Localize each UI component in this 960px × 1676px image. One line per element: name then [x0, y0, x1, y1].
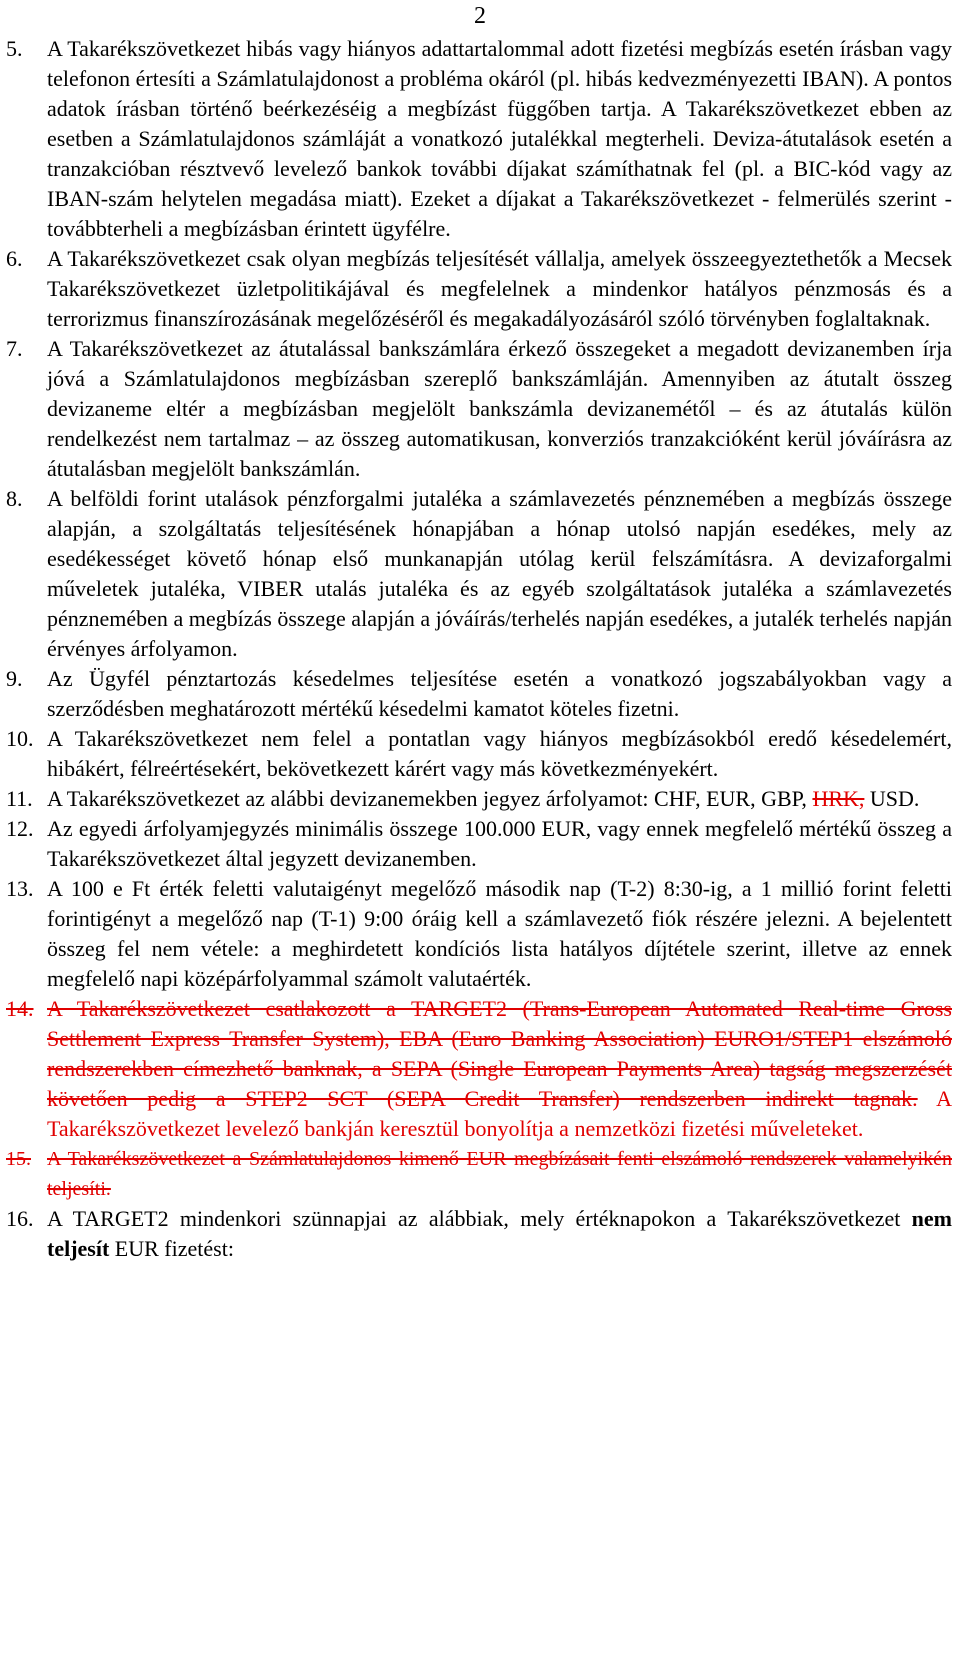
- struck-text: A Takarékszövetkezet csatlakozott a TARGET2 (Trans-European Automated Real-time Gross Settlement Express Transfer System), EBA (Euro Banking Association) EURO1/STEP1 elszámoló rendszerekben címezhető banknak, a SEPA (Single European Payments Area) tagság megszerzését követően pedig a STEP2 SCT (SEPA Credit Transfer) rendszerben indirekt tagnak.: [47, 996, 952, 1111]
- item-text: A Takarékszövetkezet az átutalással bankszámlára érkező összegeket a megadott devizanemben írja jóvá a Számlatulajdonos megbízásban szereplő bankszámláján. Amennyiben az átutalt összeg devizaneme eltér a megbízásban megjelölt bankszámla devizanemétől – és az átutalás külön rendelkezést nem tartalmaz – az összeg automatikusan, konverziós tranzakcióként kerül jóváírásra az átutalásban megjelölt bankszámlán.: [47, 336, 952, 481]
- list-item-15: [0, 1144, 960, 1204]
- list-item-9: [0, 664, 960, 724]
- inserted-text: A Takarékszövetkezet levelező bankján keresztül bonyolítja a nemzetközi fizetési műveleteket.: [47, 1086, 952, 1141]
- item-number: 15.: [6, 1148, 31, 1170]
- item-text: A 100 e Ft érték feletti valutaigényt megelőző második nap (T-2) 8:30-ig, a 1 millió forint feletti forintigényt a megelőző nap (T-1) 9:00 óráig kell a számlavezető fiók részére jelezni. A bejelentett összeg fel nem vétele: a meghirdetett kondíciós lista hatályos díjtétele szerint, illetve az ennek megfelelő napi középárfolyammal számolt valutaérték.: [47, 876, 952, 991]
- item-text-after: USD.: [864, 786, 920, 811]
- list-item-11: [0, 784, 960, 814]
- list-item-6: [0, 244, 960, 334]
- item-number: 14.: [6, 996, 34, 1021]
- list-item-16: [0, 1204, 960, 1264]
- item-number: 12.: [6, 816, 34, 841]
- page-number: [0, 2, 960, 30]
- item-text: A belföldi forint utalások pénzforgalmi jutaléka a számlavezetés pénznemében a megbízás összege alapján, a szolgáltatás teljesítésének hónapjában a hónap utolsó napján esedékes, mely az esedékességet követő hónap első munkanapján utólag kerül felszámításra. A devizaforgalmi műveletek jutaléka, VIBER utalás jutaléka és az egyéb szolgáltatások jutaléka a számlavezetés pénznemében a megbízás összege alapján a jóváírás/terhelés napján esedékes, a jutalék terhelés napján érvényes árfolyamon.: [47, 486, 952, 661]
- list-item-10: [0, 724, 960, 784]
- numbered-list: [0, 34, 960, 1264]
- item-text-after: EUR fizetést:: [109, 1236, 234, 1261]
- list-item-7: [0, 334, 960, 484]
- item-number: 6.: [6, 246, 23, 271]
- item-number: 10.: [6, 726, 34, 751]
- item-number: 16.: [6, 1206, 34, 1231]
- item-number: 7.: [6, 336, 23, 361]
- list-item-13: [0, 874, 960, 994]
- list-item-14: [0, 994, 960, 1144]
- item-text: Az egyedi árfolyamjegyzés minimális összege 100.000 EUR, vagy ennek megfelelő mértékű összeg a Takarékszövetkezet által jegyzett devizanemben.: [47, 816, 952, 871]
- list-item-8: [0, 484, 960, 664]
- item-text: A Takarékszövetkezet nem felel a pontatlan vagy hiányos megbízásokból eredő késedelemért, hibákért, félreértésekért, bekövetkezett kárért vagy más következményekért.: [47, 726, 952, 781]
- struck-text: A Takarékszövetkezet a Számlatulajdonos kimenő EUR megbízásait fenti elszámoló rendszerek valamelyikén teljesíti.: [47, 1148, 952, 1200]
- item-number: 11.: [6, 786, 33, 811]
- item-number: 9.: [6, 666, 23, 691]
- item-number: 5.: [6, 36, 23, 61]
- item-text: A TARGET2 mindenkori szünnapjai az alábbiak, mely értéknapokon a Takarékszövetkezet: [47, 1206, 912, 1231]
- item-number: 8.: [6, 486, 23, 511]
- bold-text: nem teljesít: [47, 1206, 952, 1261]
- item-number: 13.: [6, 876, 34, 901]
- list-item-12: [0, 814, 960, 874]
- item-text: A Takarékszövetkezet hibás vagy hiányos adattartalommal adott fizetési megbízás esetén írásban vagy telefonon értesíti a Számlatulajdonost a probléma okáról (pl. hibás kedvezményezetti IBAN). A pontos adatok írásban történő beérkezéséig a megbízást függőben tartja. A Takarékszövetkezet ebben az esetben a Számlatulajdonos számláját a vonatkozó jutalékkal megterheli. Deviza-átutalások esetén a tranzakcióban résztvevő levelező bankok további díjakat számíthatnak fel (pl. a BIC-kód vagy az IBAN-szám helytelen megadása miatt). Ezeket a díjakat a Takarékszövetkezet - felmerülés szerint - továbbterheli a megbízásban érintett ügyfélre.: [47, 36, 952, 241]
- page-number-text: 2: [474, 3, 486, 29]
- struck-text: HRK,: [812, 786, 865, 811]
- item-text: A Takarékszövetkezet csak olyan megbízás teljesítését vállalja, amelyek összeegyeztethetők a Mecsek Takarékszövetkezet üzletpolitikájával és megfelelnek a mindenkor hatályos pénzmosás és a terrorizmus finanszírozásának megelőzéséről és megakadályozásáról szóló törvényben foglaltaknak.: [47, 246, 952, 331]
- list-item-5: [0, 34, 960, 244]
- item-text: A Takarékszövetkezet az alábbi devizanemekben jegyez árfolyamot: CHF, EUR, GBP,: [47, 786, 813, 811]
- item-text: Az Ügyfél pénztartozás késedelmes teljesítése esetén a vonatkozó jogszabályokban vagy a szerződésben meghatározott mértékű késedelmi kamatot köteles fizetni.: [47, 666, 952, 721]
